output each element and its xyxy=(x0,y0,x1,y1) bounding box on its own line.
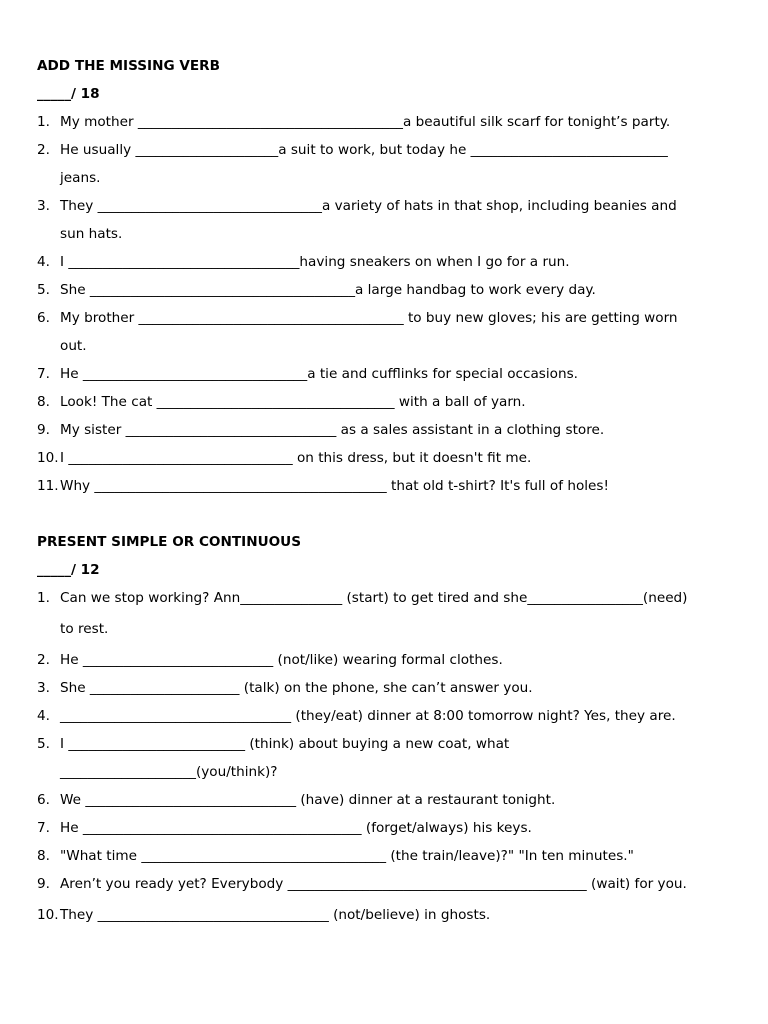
item-number: 5. xyxy=(37,282,50,298)
item-number: 7. xyxy=(37,366,50,382)
section2-score: _____/ 12 xyxy=(37,562,100,578)
item-text-line: He ____________________________ (not/like) wearing formal clothes. xyxy=(60,652,503,668)
item-number: 10. xyxy=(37,450,59,466)
item-text-line: jeans. xyxy=(60,170,101,186)
item-text-line: My brother _______________________________________ to buy new gloves; his are getting worn xyxy=(60,310,678,326)
item-text-line: Why ___________________________________________ that old t-shirt? It's full of holes! xyxy=(60,478,609,494)
item-text-line: I __________________________ (think) about buying a new coat, what xyxy=(60,736,510,752)
section2-title: PRESENT SIMPLE OR CONTINUOUS xyxy=(37,534,301,550)
item-text-line: "What time ____________________________________ (the train/leave)?" "In ten minutes." xyxy=(60,848,634,864)
item-number: 4. xyxy=(37,708,50,724)
item-text-line: to rest. xyxy=(60,621,109,637)
section1-title: ADD THE MISSING VERB xyxy=(37,58,221,74)
item-number: 8. xyxy=(37,848,50,864)
item-number: 6. xyxy=(37,792,50,808)
item-number: 10. xyxy=(37,907,59,923)
item-text-line: He _________________________________a tie and cufflinks for special occasions. xyxy=(60,366,578,382)
item-text-line: Aren’t you ready yet? Everybody ____________________________________________ (wait) for you. xyxy=(60,876,687,892)
item-text-line: She _______________________________________a large handbag to work every day. xyxy=(60,282,596,298)
item-number: 3. xyxy=(37,680,50,696)
item-text-line: They _________________________________a variety of hats in that shop, including beanies and xyxy=(60,198,677,214)
item-text-line: __________________________________ (they/eat) dinner at 8:00 tomorrow night? Yes, they are. xyxy=(60,708,676,724)
item-text-line: I _________________________________ on this dress, but it doesn't fit me. xyxy=(60,450,532,466)
item-text-line: out. xyxy=(60,338,87,354)
item-text-line: Look! The cat ___________________________________ with a ball of yarn. xyxy=(60,394,526,410)
item-text-line: They __________________________________ (not/believe) in ghosts. xyxy=(60,907,491,923)
item-number: 6. xyxy=(37,310,50,326)
item-text-line: My sister _______________________________ as a sales assistant in a clothing store. xyxy=(60,422,605,438)
item-number: 7. xyxy=(37,820,50,836)
item-number: 11. xyxy=(37,478,59,494)
item-text-line: He _________________________________________ (forget/always) his keys. xyxy=(60,820,532,836)
item-text-line: He usually _____________________a suit to work, but today he _____________________________ xyxy=(60,142,668,158)
section1-score: _____/ 18 xyxy=(37,86,100,102)
item-number: 3. xyxy=(37,198,50,214)
item-text-line: We _______________________________ (have) dinner at a restaurant tonight. xyxy=(60,792,556,808)
item-text-line: ____________________(you/think)? xyxy=(60,764,278,780)
item-number: 9. xyxy=(37,422,50,438)
item-text-line: I __________________________________having sneakers on when I go for a run. xyxy=(60,254,570,270)
item-number: 2. xyxy=(37,652,50,668)
item-text-line: Can we stop working? Ann_______________ (start) to get tired and she_________________(need) xyxy=(60,590,688,606)
item-number: 2. xyxy=(37,142,50,158)
item-number: 4. xyxy=(37,254,50,270)
item-number: 5. xyxy=(37,736,50,752)
item-number: 9. xyxy=(37,876,50,892)
item-number: 1. xyxy=(37,590,50,606)
item-text-line: She ______________________ (talk) on the phone, she can’t answer you. xyxy=(60,680,533,696)
item-text-line: My mother _______________________________________a beautiful silk scarf for tonight’s party. xyxy=(60,114,671,130)
item-number: 1. xyxy=(37,114,50,130)
item-text-line: sun hats. xyxy=(60,226,123,242)
item-number: 8. xyxy=(37,394,50,410)
